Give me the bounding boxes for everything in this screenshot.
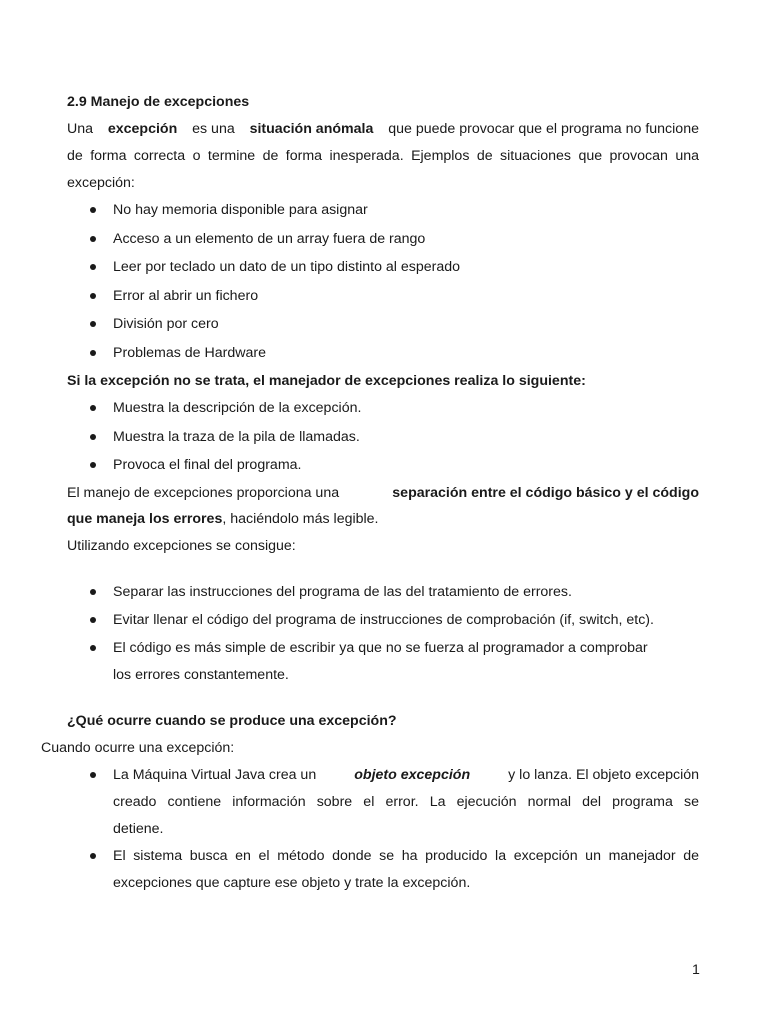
list-item: No hay memoria disponible para asignar	[113, 202, 368, 218]
intro-line-1	[67, 119, 699, 139]
list-item: El sistema busca en el método donde se ha producido la excepción un manejador de	[113, 848, 699, 864]
list-item: Leer por teclado un dato de un tipo distinto al esperado	[113, 259, 461, 275]
bullet-icon	[90, 264, 96, 270]
section-title: 2.9 Manejo de excepciones	[67, 94, 250, 110]
bullet-icon	[90, 853, 96, 859]
list-item: Evitar llenar el código del programa de instrucciones de comprobación (if, switch, etc).	[113, 612, 654, 628]
intro-text: Una	[67, 121, 94, 137]
using-intro: Utilizando excepciones se consigue:	[67, 538, 296, 554]
list-item-continuation: excepciones que capture ese objeto y trate la excepción.	[113, 875, 471, 891]
bullet-icon	[90, 293, 96, 299]
list-item	[113, 765, 699, 785]
bullet-icon	[90, 321, 96, 327]
bullet-icon	[90, 236, 96, 242]
handling-line-1	[67, 483, 699, 503]
when-text: La Máquina Virtual Java crea un	[113, 767, 317, 783]
list-item: Muestra la traza de la pila de llamadas.	[113, 429, 360, 445]
bullet-icon	[90, 434, 96, 440]
untreated-heading: Si la excepción no se trata, el manejador de excepciones realiza lo siguiente:	[67, 373, 586, 389]
handling-text: El manejo de excepciones proporciona una	[67, 485, 340, 501]
intro-line-2: de forma correcta o termine de forma inesperada. Ejemplos de situaciones que provocan una	[67, 148, 699, 164]
list-item-continuation: creado contiene información sobre el error. La ejecución normal del programa se	[113, 794, 699, 810]
list-item: El código es más simple de escribir ya que no se fuerza al programador a comprobar	[113, 640, 648, 656]
list-item: Separar las instrucciones del programa de las del tratamiento de errores.	[113, 584, 572, 600]
handling-text: , haciéndolo más legible.	[222, 511, 379, 527]
bullet-icon	[90, 772, 96, 778]
list-item: Error al abrir un fichero	[113, 288, 259, 304]
list-item: Provoca el final del programa.	[113, 457, 302, 473]
bullet-icon	[90, 350, 96, 356]
when-text: y lo lanza. El objeto excepción	[508, 767, 699, 783]
when-term-objeto-excepcion: objeto excepción	[354, 767, 471, 783]
bullet-icon	[90, 617, 96, 623]
bullet-icon	[90, 645, 96, 651]
list-item-continuation: los errores constantemente.	[113, 667, 289, 683]
handling-emphasis: que maneja los errores	[67, 511, 223, 527]
bullet-icon	[90, 462, 96, 468]
intro-text: es una	[192, 121, 235, 137]
intro-line-3: excepción:	[67, 175, 135, 191]
page-number: 1	[692, 962, 700, 978]
list-item: Acceso a un elemento de un array fuera de rango	[113, 231, 426, 247]
handling-emphasis: separación entre el código básico y el código	[392, 485, 699, 501]
question-heading: ¿Qué ocurre cuando se produce una excepción?	[67, 713, 397, 729]
list-item-continuation: detiene.	[113, 821, 164, 837]
intro-term-situacion: situación anómala	[249, 121, 374, 137]
bullet-icon	[90, 405, 96, 411]
list-item: Muestra la descripción de la excepción.	[113, 400, 362, 416]
intro-term-excepcion: excepción	[107, 121, 178, 137]
handling-line-2	[67, 509, 379, 529]
list-item: Problemas de Hardware	[113, 345, 266, 361]
intro-text: que puede provocar que el programa no funcione	[388, 121, 699, 137]
bullet-icon	[90, 207, 96, 213]
list-item: División por cero	[113, 316, 219, 332]
bullet-icon	[90, 589, 96, 595]
when-intro: Cuando ocurre una excepción:	[41, 740, 235, 756]
